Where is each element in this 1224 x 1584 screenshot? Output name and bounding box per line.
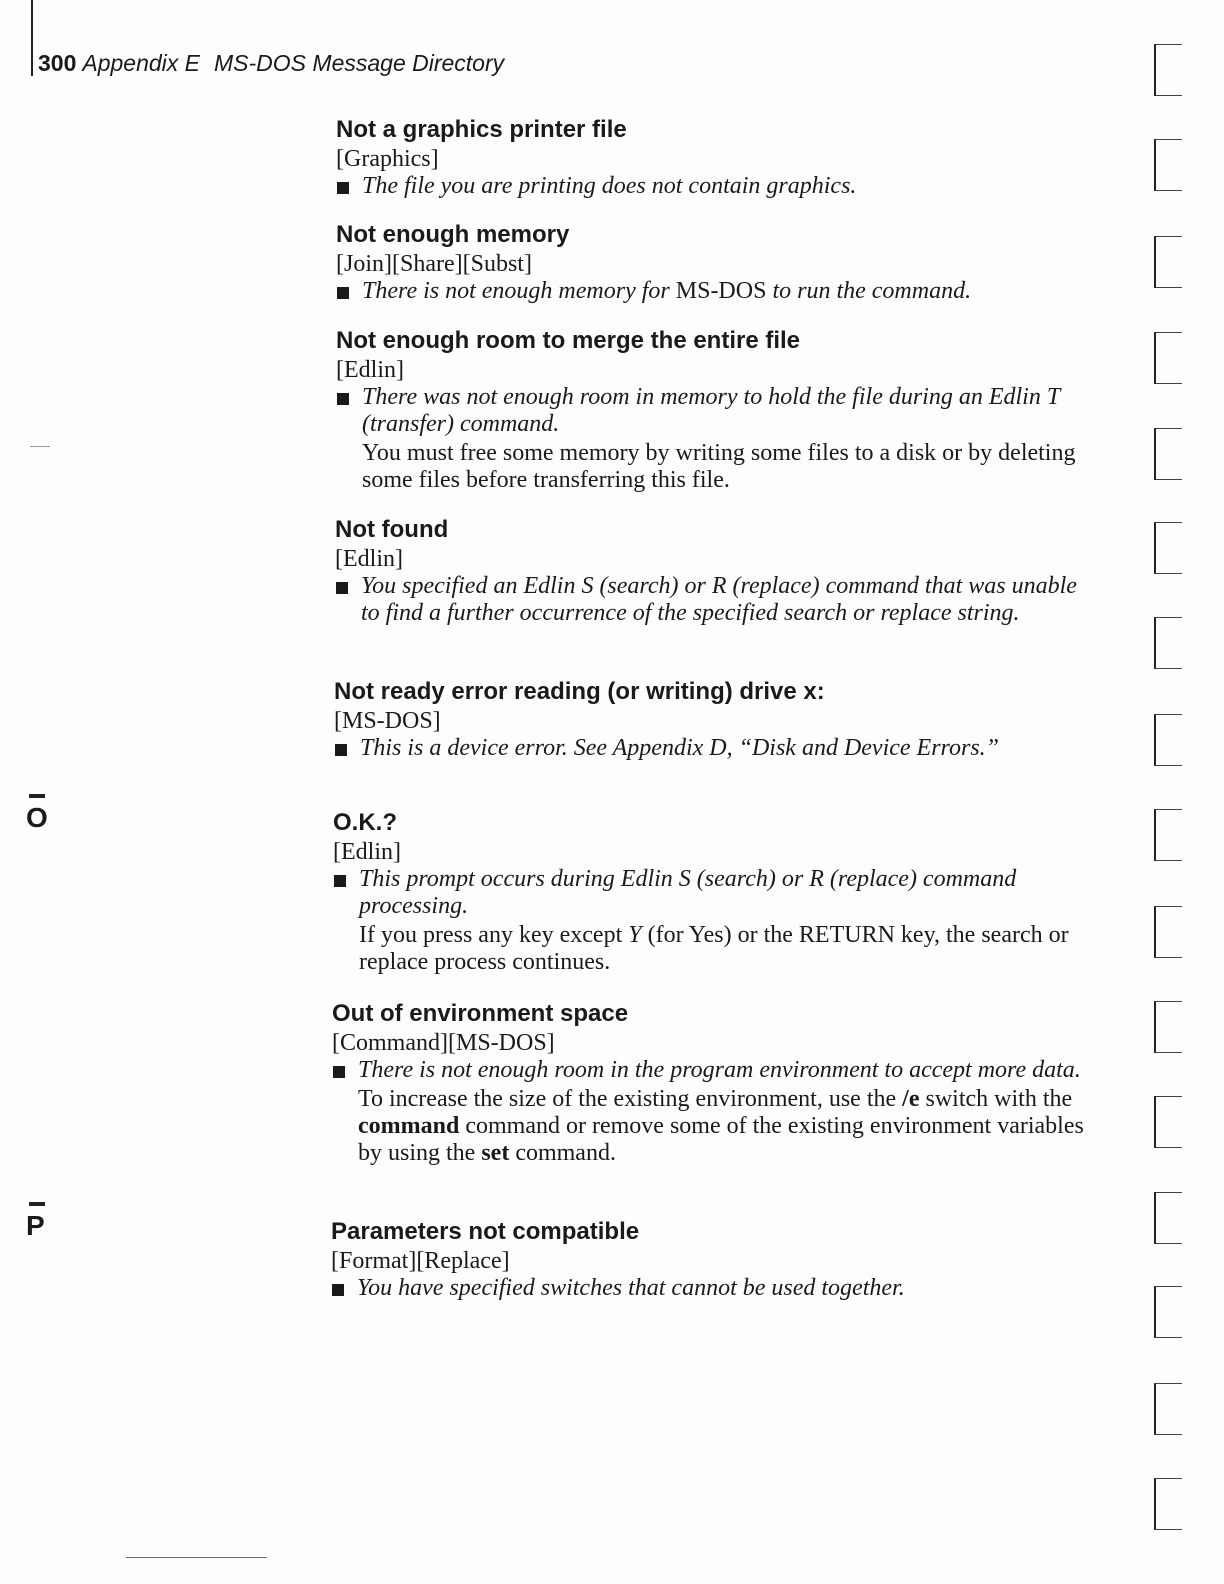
page-rule — [31, 0, 33, 76]
section-label: Appendix E — [82, 50, 201, 76]
message-description: This is a device error. See Appendix D, “Disk and Device Errors.” — [334, 735, 1094, 762]
bullet-icon — [337, 287, 349, 299]
index-tab — [1154, 1383, 1182, 1435]
message-title: Not enough memory — [336, 221, 570, 248]
message-entry — [336, 115, 1096, 200]
index-tab — [1154, 1096, 1182, 1148]
index-tab — [1154, 1001, 1182, 1053]
message-description: There was not enough room in memory to hold the file during an Edlin T (transfer) command. — [336, 384, 1096, 438]
message-entry — [332, 999, 1092, 1167]
bullet-icon — [336, 582, 348, 594]
index-tab — [1154, 332, 1182, 384]
message-title: Not ready error reading (or writing) drive x: — [334, 678, 825, 705]
index-tab — [1154, 1192, 1182, 1244]
message-entry — [331, 1217, 1091, 1302]
message-note: To increase the size of the existing environment, use the /e switch with the command command or remove some of the existing environment variables by using the set command. — [358, 1086, 1084, 1166]
message-title: Not enough room to merge the entire file — [336, 327, 801, 354]
message-title: Not a graphics printer file — [336, 116, 627, 143]
bullet-icon — [337, 182, 349, 194]
message-title: Out of environment space — [332, 1000, 629, 1027]
message-source: [Command][MS-DOS] — [332, 1030, 555, 1056]
section-letter-p: P — [26, 1210, 45, 1241]
message-source: [Edlin] — [333, 839, 401, 865]
message-source: [MS-DOS] — [334, 708, 441, 734]
message-description: The file you are printing does not contain graphics. — [336, 173, 1096, 200]
message-title: Not found — [335, 516, 449, 543]
running-head — [38, 50, 504, 77]
message-source: [Edlin] — [336, 357, 404, 383]
index-tab — [1154, 428, 1182, 480]
message-note: If you press any key except Y (for Yes) or the RETURN key, the search or replace process continues. — [359, 922, 1069, 975]
message-title: O.K.? — [333, 809, 397, 836]
index-tab — [1154, 617, 1182, 669]
bullet-icon — [334, 875, 346, 887]
message-description: You have specified switches that cannot be used together. — [331, 1275, 1091, 1302]
index-tab — [1154, 236, 1182, 288]
index-tab — [1154, 1478, 1182, 1530]
margin-mark — [30, 446, 50, 447]
message-entry — [333, 808, 1093, 976]
message-source: [Edlin] — [335, 546, 403, 572]
message-description: There is not enough memory for MS-DOS to run the command. — [336, 278, 1096, 305]
message-title: Parameters not compatible — [331, 1218, 640, 1245]
message-source: [Join][Share][Subst] — [336, 251, 532, 277]
index-tab — [1154, 139, 1182, 191]
index-tab — [1154, 906, 1182, 958]
bullet-icon — [335, 744, 347, 756]
message-entry — [334, 677, 1094, 762]
index-tab — [1154, 1286, 1182, 1338]
message-entry — [336, 220, 1096, 305]
section-letter-o: O — [26, 802, 48, 833]
message-source: [Graphics] — [336, 146, 439, 172]
message-entry — [335, 515, 1095, 627]
page-number: 300 — [38, 50, 77, 76]
message-source: [Format][Replace] — [331, 1248, 510, 1274]
index-tab — [1154, 44, 1182, 96]
message-note: You must free some memory by writing some files to a disk or by deleting some files before transferring this file. — [362, 440, 1076, 493]
message-description: You specified an Edlin S (search) or R (replace) command that was unable to find a further occurrence of the specified search or replace string. — [335, 573, 1095, 627]
message-description: This prompt occurs during Edlin S (search) or R (replace) command processing. — [333, 866, 1093, 920]
scan-artifact-line — [126, 1557, 267, 1558]
index-tab — [1154, 522, 1182, 574]
bullet-icon — [332, 1284, 344, 1296]
index-tab — [1154, 809, 1182, 861]
bullet-icon — [337, 393, 349, 405]
chapter-title: MS-DOS Message Directory — [214, 50, 505, 76]
bullet-icon — [333, 1066, 345, 1078]
message-entry — [336, 326, 1096, 494]
index-tab — [1154, 714, 1182, 766]
message-description: There is not enough room in the program environment to accept more data. — [332, 1057, 1092, 1084]
